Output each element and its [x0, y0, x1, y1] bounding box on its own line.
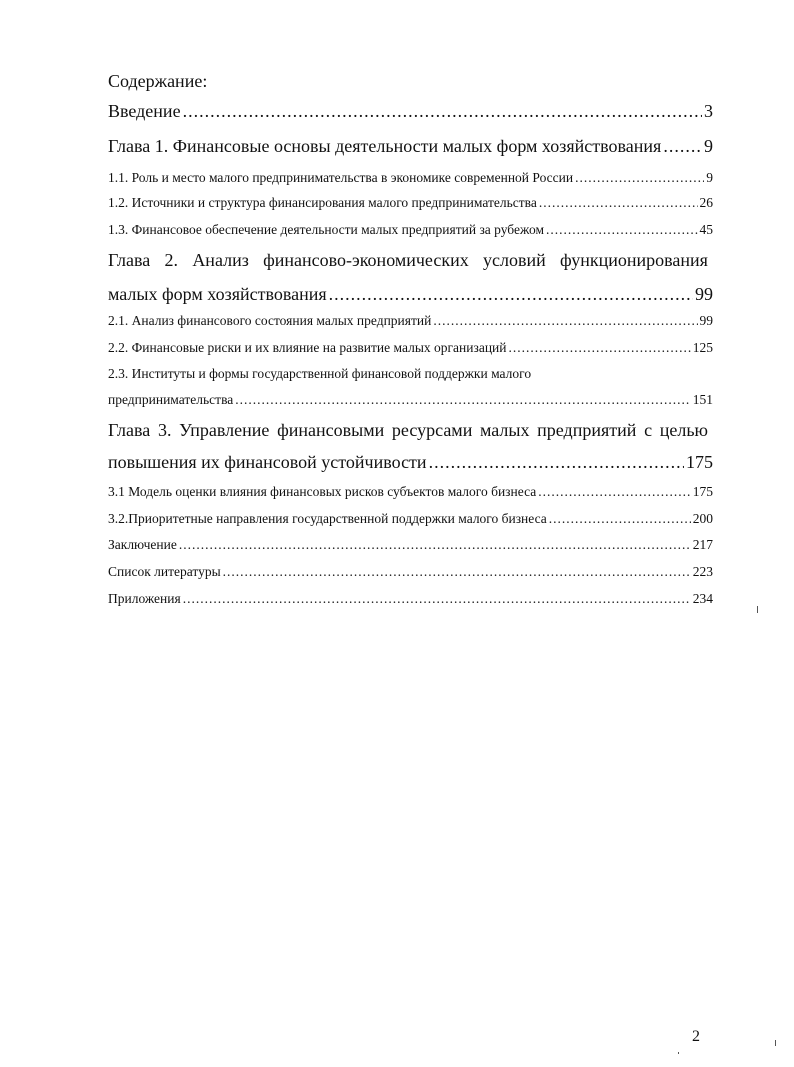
toc-entry-conclusion [108, 537, 713, 553]
toc-label: 2.2. Финансовые риски и их влияние на развитие малых организаций [108, 340, 507, 355]
leader-dots [546, 222, 698, 238]
toc-page-number: 125 [692, 340, 713, 355]
leader-dots [509, 340, 691, 356]
leader-dots [179, 537, 691, 553]
toc-entry-chapter-2-line-1 [108, 250, 708, 271]
toc-page-number: 234 [692, 591, 713, 606]
toc-entry-chapter-3-line-1: Глава 3. Управление финансовыми ресурсами малых предприятий с целью [108, 420, 708, 440]
toc-title: Содержание: [108, 71, 208, 91]
toc-entry-section-1-1 [108, 170, 713, 186]
toc-page-number: 9 [704, 136, 713, 156]
toc-entry-section-2-1 [108, 313, 713, 329]
leader-dots [549, 511, 691, 527]
toc-label: 1.3. Финансовое обеспечение деятельности малых предприятий за рубежом [108, 222, 544, 237]
leader-dots [329, 284, 693, 305]
page-number: 2 [692, 1028, 700, 1045]
leader-dots [183, 101, 702, 122]
toc-page-number: 175 [686, 452, 713, 472]
toc-label: 3.2.Приоритетные направления государственной поддержки малого бизнеса [108, 511, 547, 526]
scan-artifact [775, 1040, 776, 1046]
toc-label: Глава 1. Финансовые основы деятельности малых форм хозяйствования [108, 136, 662, 156]
leader-dots [539, 195, 698, 211]
toc-page-number: 45 [699, 222, 713, 237]
toc-entry-section-3-2 [108, 511, 713, 527]
toc-page-number: 200 [692, 511, 713, 526]
scan-artifact [678, 1052, 679, 1054]
toc-page-number: 99 [699, 313, 713, 328]
toc-label: малых форм хозяйствования [108, 284, 327, 304]
toc-label: Введение [108, 101, 181, 121]
toc-page-number: 151 [692, 392, 713, 407]
toc-page-number: 223 [692, 564, 713, 579]
toc-entry-intro [108, 101, 713, 122]
toc-entry-section-2-3-line-2 [108, 392, 713, 408]
toc-label: предпринимательства [108, 392, 234, 407]
leader-dots [538, 484, 691, 500]
leader-dots [433, 313, 697, 329]
toc-word: Анализ [192, 250, 249, 270]
toc-label: Список литературы [108, 564, 221, 579]
leader-dots [183, 591, 691, 607]
scan-artifact [757, 606, 758, 613]
toc-page-number: 175 [692, 484, 713, 499]
toc-entry-section-1-2 [108, 195, 713, 211]
toc-label: повышения их финансовой устойчивости [108, 452, 427, 472]
toc-label: Заключение [108, 537, 177, 552]
toc-entry-appendices [108, 591, 713, 607]
toc-page-number: 99 [695, 284, 713, 304]
toc-label: 1.2. Источники и структура финансирования малого предпринимательства [108, 195, 537, 210]
toc-label: 1.1. Роль и место малого предпринимательства в экономике современной России [108, 170, 574, 185]
leader-dots [235, 392, 690, 408]
toc-word: Глава [108, 250, 151, 270]
toc-entry-references [108, 564, 713, 580]
leader-dots [575, 170, 704, 186]
toc-page-number: 9 [706, 170, 713, 185]
toc-word: условий [483, 250, 546, 270]
leader-dots [429, 452, 684, 473]
toc-page-number: 217 [692, 537, 713, 552]
toc-label: 2.1. Анализ финансового состояния малых предприятий [108, 313, 432, 328]
toc-page-number: 26 [699, 195, 713, 210]
toc-word: финансово-экономических [263, 250, 469, 270]
toc-page-number: 3 [704, 101, 713, 121]
toc-entry-chapter-1 [108, 136, 713, 157]
leader-dots [663, 136, 702, 157]
toc-entry-section-2-2 [108, 340, 713, 356]
leader-dots [223, 564, 691, 580]
toc-word: 2. [164, 250, 179, 270]
toc-entry-section-2-3-line-1: 2.3. Институты и формы государственной финансовой поддержки малого [108, 366, 532, 381]
toc-label: 3.1 Модель оценки влияния финансовых рисков субъектов малого бизнеса [108, 484, 537, 499]
toc-entry-section-1-3 [108, 222, 713, 238]
toc-entry-chapter-3-line-2 [108, 452, 713, 473]
toc-entry-chapter-2-line-2 [108, 284, 713, 305]
toc-word: функционирования [560, 250, 708, 270]
toc-label: Приложения [108, 591, 181, 606]
toc-entry-section-3-1 [108, 484, 713, 500]
